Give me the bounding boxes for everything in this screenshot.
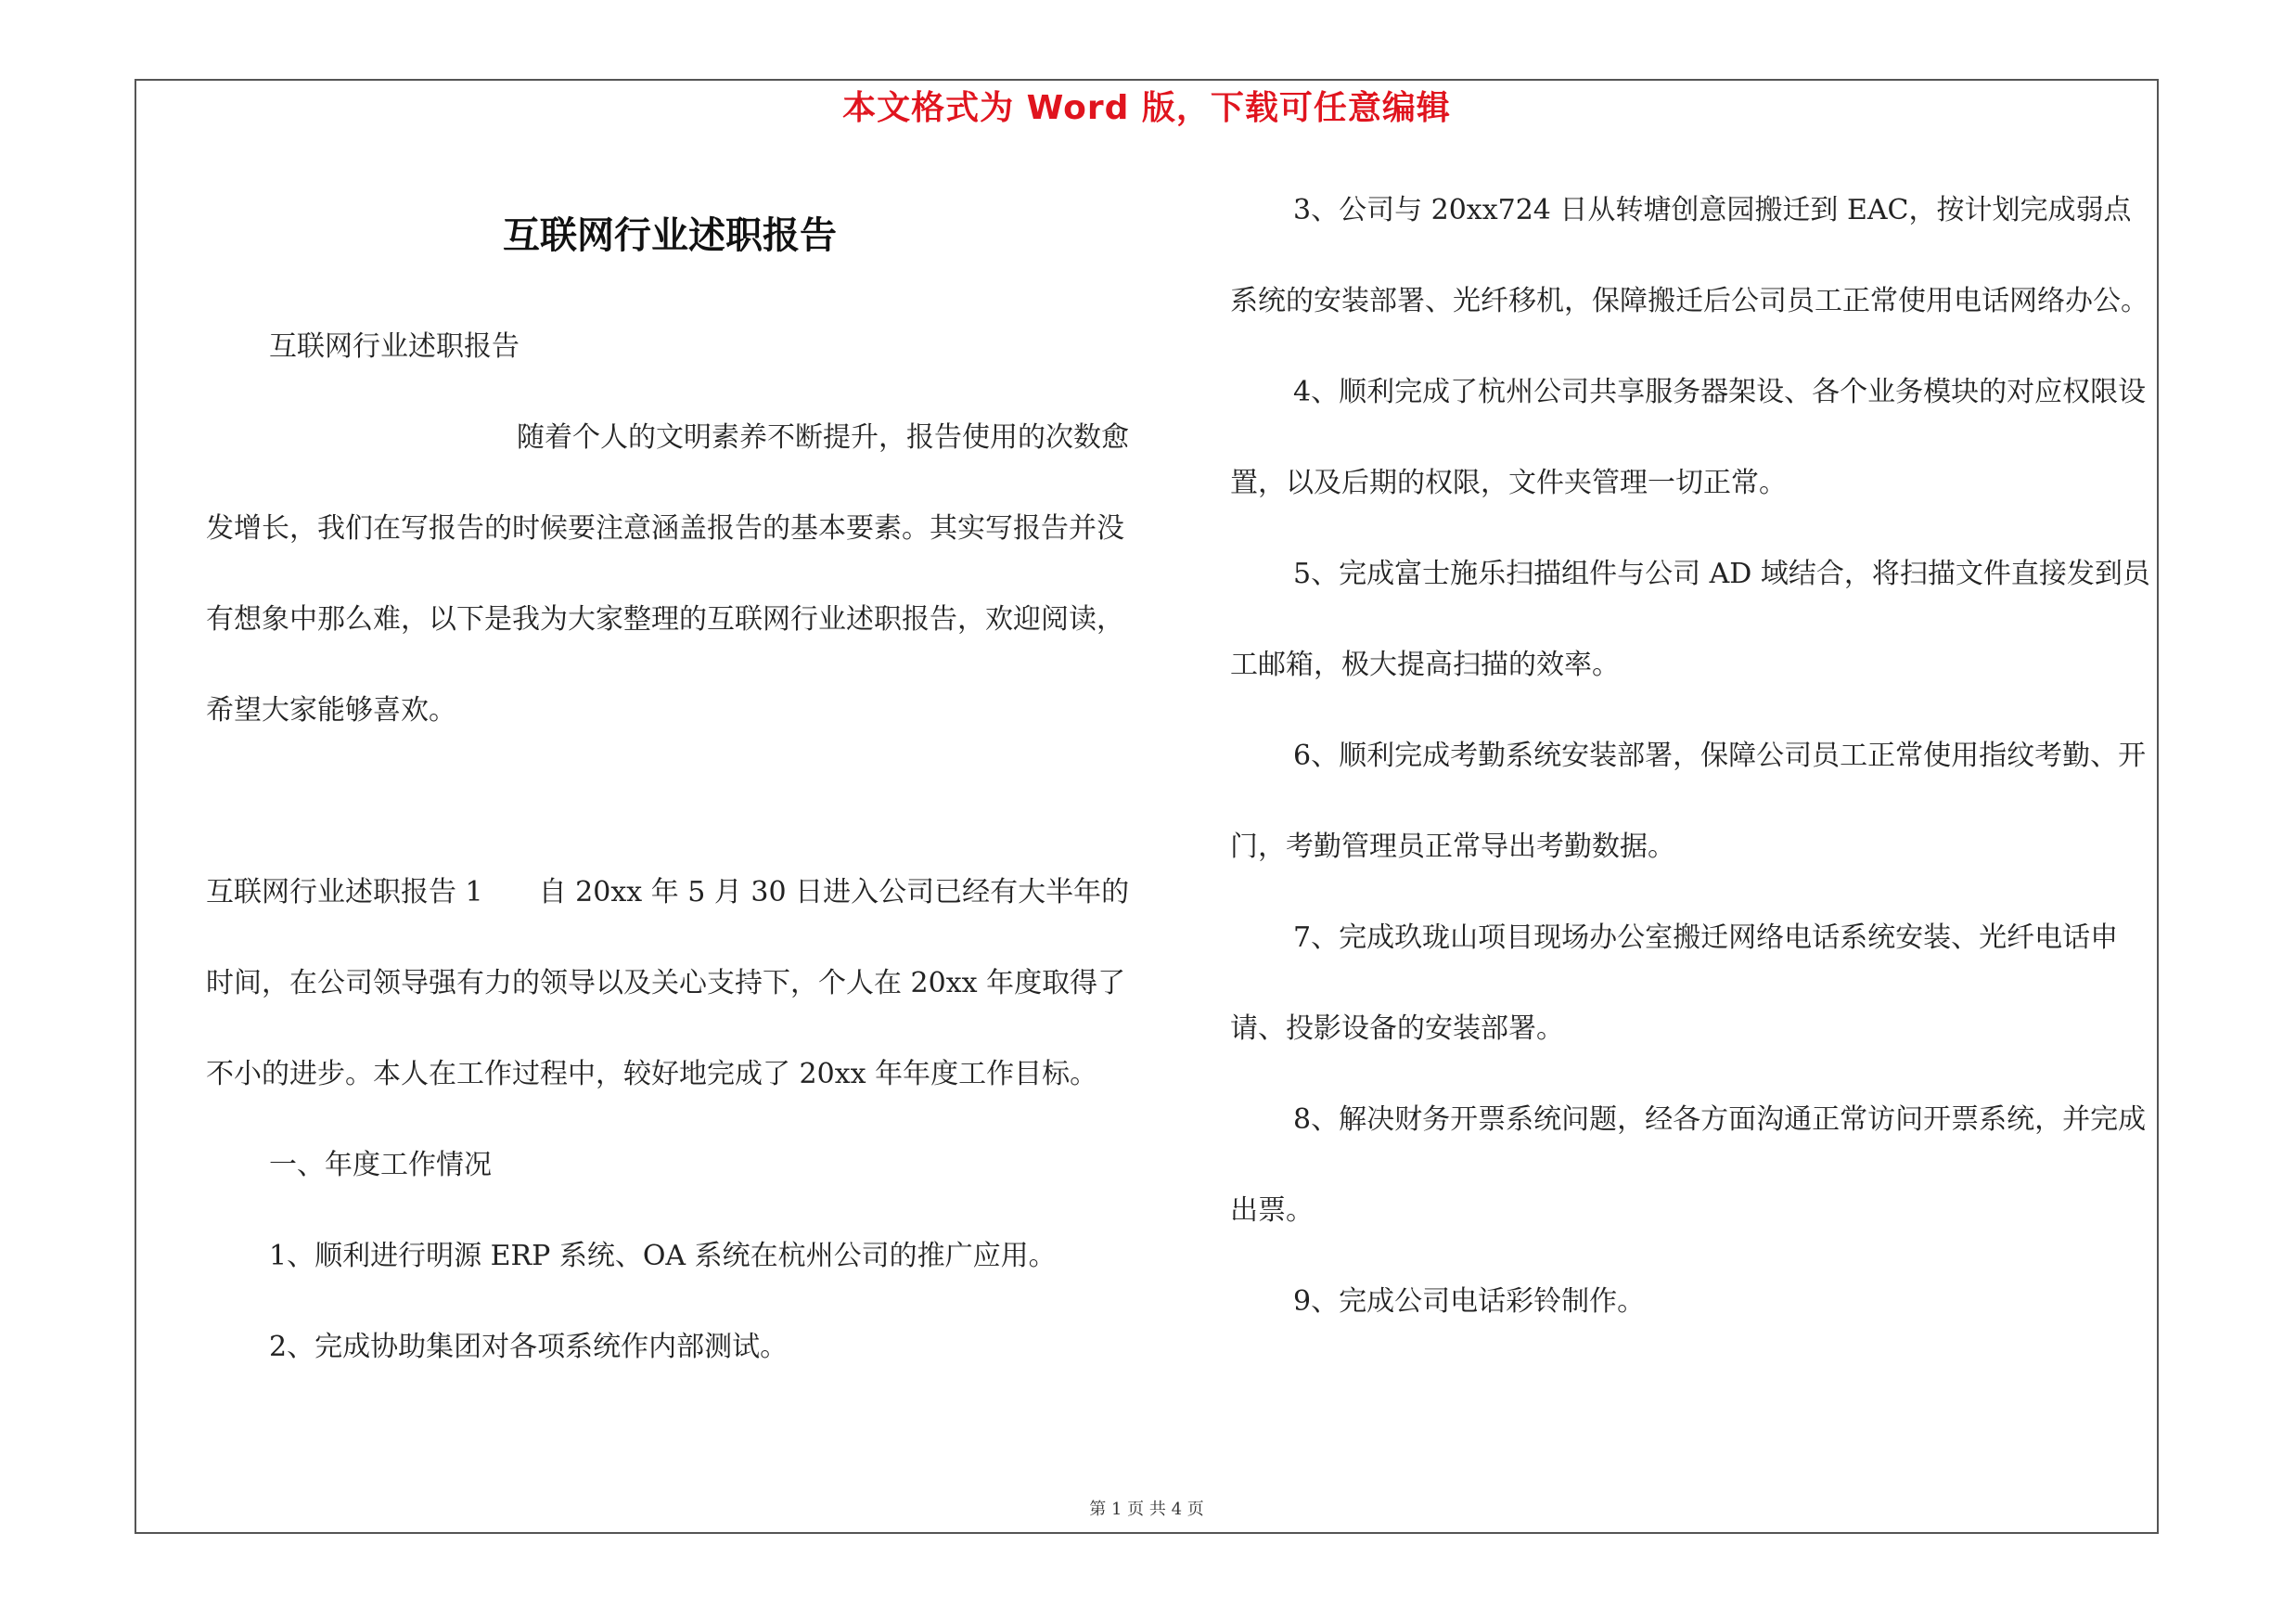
list-item-8: 8、解决财务开票系统问题，经各方面沟通正常访问开票系统，并完成出票。 (1230, 1103, 2147, 1227)
report-paragraph: 互联网行业述职报告 1 自 20xx 年 5 月 30 日进入公司已经有大半年的时间，在公司领导强有力的领导以及关心支持下，个人在 20xx 年度取得了不小的进步。本人在工作过程中，较好地完成了 20xx 年年度工作目标。 (206, 876, 1130, 1090)
list-item-3: 3、公司与 20xx724 日从转塘创意园搬迁到 EAC，按计划完成弱点系统的安装部署、光纤移机，保障搬迁后公司员工正常使用电话网络办公。 (1230, 194, 2148, 317)
section-heading: 一、年度工作情况 (269, 1149, 492, 1181)
list-item-2: 2、完成协助集团对各项系统作内部测试。 (269, 1331, 789, 1363)
list-item-9: 9、完成公司电话彩铃制作。 (1293, 1285, 1646, 1318)
right-column (1230, 165, 2150, 1347)
subtitle: 互联网行业述职报告 (269, 330, 519, 363)
list-item-4: 4、顺利完成了杭州公司共享服务器架设、各个业务模块的对应权限设置，以及后期的权限，文件夹管理一切正常。 (1230, 376, 2147, 499)
document-title: 互联网行业述职报告 (503, 213, 837, 257)
paragraph-spacer (206, 756, 1130, 847)
list-item-1: 1、顺利进行明源 ERP 系统、OA 系统在杭州公司的推广应用。 (269, 1240, 1057, 1272)
page-footer: 第 1 页 共 4 页 (1089, 1500, 1204, 1519)
list-item-6: 6、顺利完成考勤系统安装部署，保障公司员工正常使用指纹考勤、开门，考勤管理员正常导出考勤数据。 (1230, 740, 2147, 863)
format-banner: 本文格式为 Word 版，下载可任意编辑 (842, 89, 1451, 127)
intro-paragraph: 随着个人的文明素养不断提升，报告使用的次数愈发增长，我们在写报告的时候要注意涵盖报告的基本要素。其实写报告并没有想象中那么难，以下是我为大家整理的互联网行业述职报告，欢迎阅读，希望大家能够喜欢。 (206, 421, 1129, 727)
list-item-7: 7、完成玖珑山项目现场办公室搬迁网络电话系统安装、光纤电话申请、投影设备的安装部署。 (1230, 921, 2119, 1045)
list-item-5: 5、完成富士施乐扫描组件与公司 AD 域结合，将扫描文件直接发到员工邮箱，极大提高扫描的效率。 (1230, 558, 2150, 681)
left-column (206, 302, 1130, 1393)
